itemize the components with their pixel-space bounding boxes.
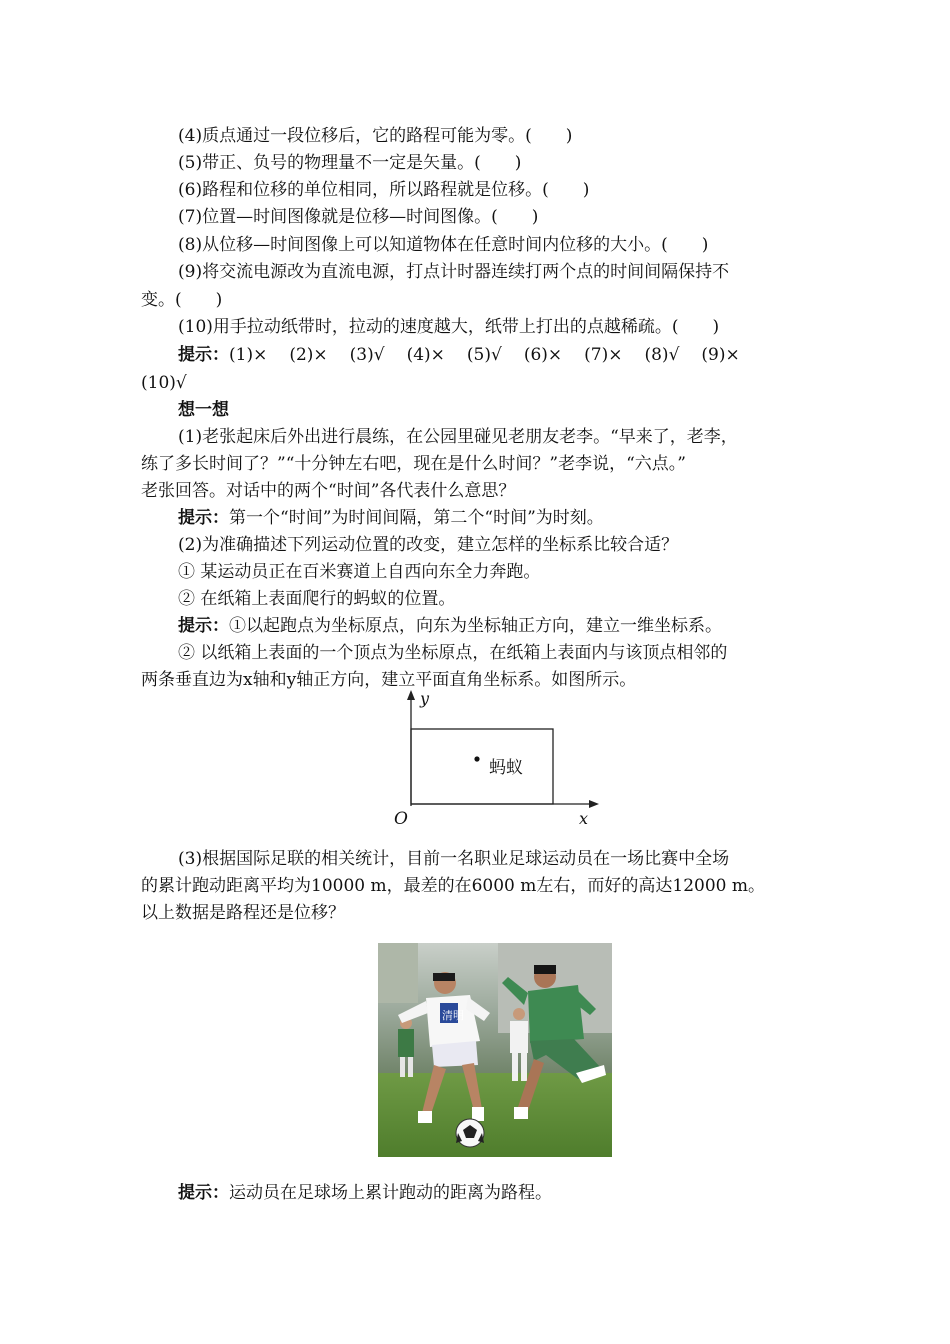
q1-line1: (1)老张起床后外出进行晨练，在公园里碰见老朋友老李。“早来了，老李， <box>178 427 738 447</box>
ant-dot <box>474 756 479 761</box>
q1-line3: 老张回答。对话中的两个“时间”各代表什么意思？ <box>141 481 516 501</box>
question-6: (6)路程和位移的单位相同，所以路程就是位移。( ) <box>178 180 590 200</box>
answer-5: (5)√ <box>466 345 502 365</box>
question-8: (8)从位移—时间图像上可以知道物体在任意时间内位移的大小。( ) <box>178 235 709 255</box>
answer-10: (10)√ <box>141 373 187 393</box>
soccer-ball <box>456 1119 484 1147</box>
question-9-line1: (9)将交流电源改为直流电源，打点计时器连续打两个点的时间间隔保持不 <box>178 262 730 282</box>
y-axis-arrow <box>407 690 415 700</box>
jersey-text: 清明 <box>442 1009 464 1022</box>
q3-line3: 以上数据是路程还是位移？ <box>141 903 345 923</box>
q2-item2: ② 在纸箱上表面爬行的蚂蚁的位置。 <box>178 589 456 609</box>
a2-first-row <box>178 613 821 639</box>
hint-label: 提示： <box>178 345 229 365</box>
y-label: y <box>420 689 430 708</box>
x-axis-arrow <box>589 800 599 808</box>
answer-6: (6)× <box>523 345 563 365</box>
question-7: (7)位置—时间图像就是位移—时间图像。( ) <box>178 207 539 227</box>
a3-row <box>178 1180 821 1206</box>
question-10: (10)用手拉动纸带时，拉动的速度越大，纸带上打出的点越稀疏。( ) <box>178 317 720 337</box>
hint-label: 提示： <box>178 508 229 528</box>
hint-label: 提示： <box>178 616 229 636</box>
soccer-photo <box>378 943 612 1157</box>
answer-row <box>178 342 821 368</box>
origin-label: O <box>394 809 408 829</box>
hint-label: 提示： <box>178 1183 229 1203</box>
q3-line1: (3)根据国际足联的相关统计，目前一名职业足球运动员在一场比赛中全场 <box>178 849 730 869</box>
coordinate-figure <box>385 688 607 833</box>
a1-text: 第一个“时间”为时间间隔，第二个“时间”为时刻。 <box>229 508 604 528</box>
answer-9: (9)× <box>701 345 740 365</box>
answer-8: (8)√ <box>644 345 680 365</box>
answer-4: (4)× <box>406 345 445 365</box>
a2-first-text: ①以起跑点为坐标原点，向东为坐标轴正方向，建立一维坐标系。 <box>229 616 722 636</box>
question-5: (5)带正、负号的物理量不一定是矢量。( ) <box>178 153 522 173</box>
q3-line2: 的累计跑动距离平均为10000 m，最差的在6000 m左右，而好的高达12000 m。 <box>141 876 765 896</box>
answer-2: (2)× <box>289 345 328 365</box>
think-heading: 想一想 <box>178 400 229 420</box>
a2-second-line1: ② 以纸箱上表面的一个顶点为坐标原点，在纸箱上表面内与该顶点相邻的 <box>178 643 728 663</box>
x-label: x <box>579 809 589 828</box>
q2-item1: ① 某运动员正在百米赛道上自西向东全力奔跑。 <box>178 562 541 582</box>
question-4: (4)质点通过一段位移后，它的路程可能为零。( ) <box>178 126 573 146</box>
box-top-surface <box>411 729 553 804</box>
question-9-line2: 变。( ) <box>141 290 223 310</box>
answer-1: (1)× <box>229 345 268 365</box>
soccer-photo-illustration <box>378 943 612 1157</box>
answer-3: (3)√ <box>349 345 385 365</box>
a2-second-line2: 两条垂直边为x轴和y轴正方向，建立平面直角坐标系。如图所示。 <box>141 670 637 690</box>
a3-text: 运动员在足球场上累计跑动的距离为路程。 <box>229 1183 552 1203</box>
q2-line1: (2)为准确描述下列运动位置的改变，建立怎样的坐标系比较合适？ <box>178 535 679 555</box>
q1-line2: 练了多长时间了？”“十分钟左右吧，现在是什么时间？”老李说，“六点。” <box>141 454 686 474</box>
answer-7: (7)× <box>584 345 623 365</box>
a1-row <box>178 505 821 531</box>
ant-label: 蚂蚁 <box>489 758 523 778</box>
